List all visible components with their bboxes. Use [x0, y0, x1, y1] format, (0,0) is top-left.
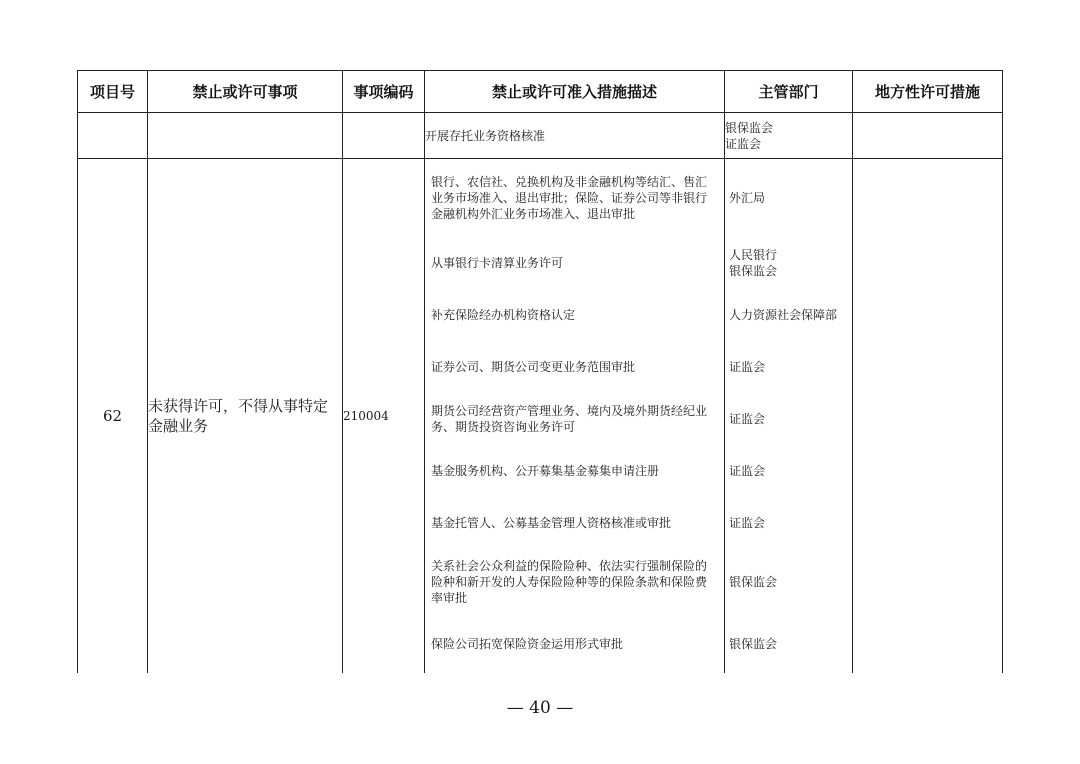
measure-entry: 银行、农信社、兑换机构及非金融机构等结汇、售汇业务市场准入、退出审批；保险、证券公司等非银行金融机构外汇业务市场准入、退出审批: [431, 175, 708, 221]
header-row: [78, 71, 1003, 113]
project-number: 62: [78, 159, 148, 674]
department-entry: 银保监会: [729, 637, 778, 651]
measure-entry: 基金服务机构、公开募集基金募集申请注册: [431, 464, 660, 478]
cell-empty: [78, 113, 148, 159]
continued-row: [78, 113, 1003, 159]
permit-table: [77, 70, 1003, 673]
measure-entry: 关系社会公众利益的保险险种、依法实行强制保险的险种和新开发的人寿保险险种等的保险条款和保险费率审批: [431, 559, 708, 605]
table-row: [78, 159, 1003, 674]
measure-entry: 保险公司拓宽保险资金运用形式审批: [431, 637, 624, 651]
header-project-number: 项目号: [78, 71, 148, 113]
measure-entry: 从事银行卡清算业务许可: [431, 256, 564, 270]
department-entry: 人力资源社会保障部: [729, 308, 838, 322]
department-entry: 证监会: [729, 464, 766, 478]
local-measure-cell: [853, 159, 1003, 674]
header-local-measure: 地方性许可措施: [853, 71, 1003, 113]
header-item: 禁止或许可事项: [148, 71, 343, 113]
header-code: 事项编码: [343, 71, 425, 113]
department-cell: 银保监会 证监会: [725, 113, 853, 159]
item-code: 210004: [343, 159, 425, 674]
department-list: [725, 159, 852, 673]
measure-entry: 补充保险经办机构资格认定: [431, 308, 576, 322]
cell-empty: [148, 113, 343, 159]
cell-empty: [853, 113, 1003, 159]
department-entry: 证监会: [729, 360, 766, 374]
department-entry: 银保监会: [729, 575, 778, 589]
department-entry: 证监会: [729, 516, 766, 530]
measure-entry: 期货公司经营资产管理业务、境内及境外期货经纪业务、期货投资咨询业务许可: [431, 404, 708, 434]
measure-entry: 证券公司、期货公司变更业务范围审批: [431, 360, 636, 374]
measure-list: [425, 159, 724, 673]
department-entry: 人民银行 银保监会: [729, 248, 778, 278]
header-measure: 禁止或许可准入措施描述: [425, 71, 725, 113]
page-number: — 40 —: [506, 698, 574, 718]
item-name: 未获得许可，不得从事特定金融业务: [148, 159, 343, 674]
measure-entry: 基金托管人、公募基金管理人资格核准或审批: [431, 516, 672, 530]
cell-empty: [343, 113, 425, 159]
measure-cell: 开展存托业务资格核准: [425, 113, 725, 159]
department-entry: 证监会: [729, 412, 766, 426]
department-entry: 外汇局: [729, 191, 766, 205]
header-department: 主管部门: [725, 71, 853, 113]
